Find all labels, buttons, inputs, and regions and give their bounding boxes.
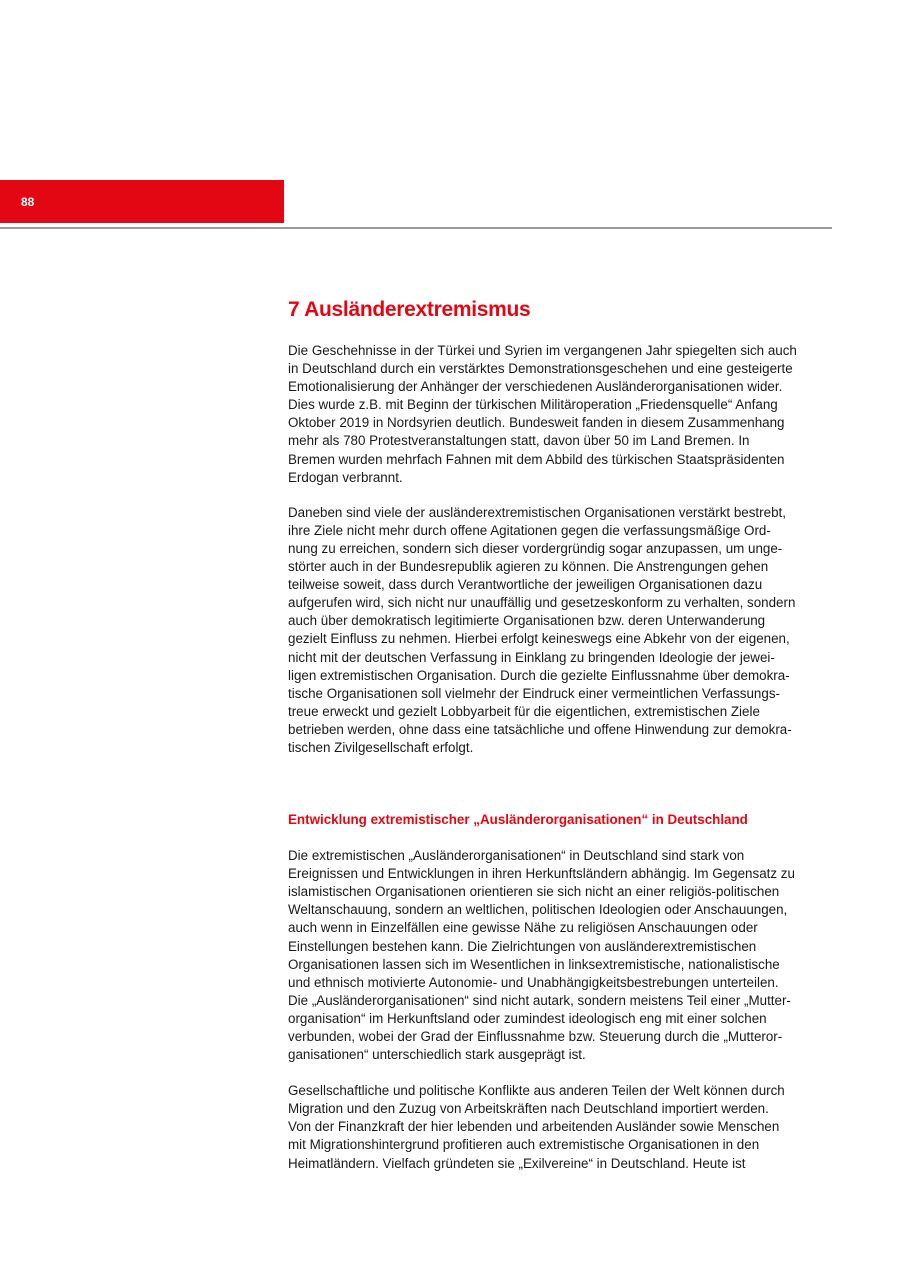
main-content bbox=[288, 296, 834, 1173]
page-number: 88 bbox=[21, 195, 35, 209]
chapter-title: 7 Ausländerextremismus bbox=[288, 298, 531, 321]
section-heading: Entwicklung extremistischer „Ausländerorganisationen“ in Deutschland bbox=[288, 812, 748, 828]
intro-paragraph-1: Die Geschehnisse in der Türkei und Syrien im vergangenen Jahr spiegelten sich auch in Deutschland durch ein verstärktes Demonstrationsgeschehen und eine gesteigerte Emotionalisierung der Anhänger der verschiedenen Ausländerorganisationen wider. Dies wurde z.B. mit Beginn der türkischen Militäroperation „Friedensquelle“ Anfang Oktober 2019 in Nordsyrien deutlich. Bundesweit fanden in diesem Zusammenhang mehr als 780 Protestveranstaltungen statt, davon über 50 im Land Bremen. In Bremen wurden mehrfach Fahnen mit dem Abbild des türkischen Staatspräsidenten Erdogan verbrannt. bbox=[288, 343, 797, 485]
section-paragraph-2: Gesellschaftliche und politische Konflikte aus anderen Teilen der Welt können durch Migration und den Zuzug von Arbeitskräften nach Deutschland importiert werden. Von der Finanzkraft der hier lebenden und arbeitenden Ausländer sowie Menschen mit Migrationshintergrund profitieren auch extremistische Organisationen in den Heimatländern. Vielfach gründeten sie „Exilvereine“ in Deutschland. Heute ist bbox=[288, 1083, 785, 1171]
header-divider bbox=[0, 227, 832, 229]
page-number-tab bbox=[0, 180, 284, 223]
intro-paragraph-2: Daneben sind viele der ausländerextremistischen Organisationen verstärkt bestrebt, ihre Ziele nicht mehr durch offene Agitationen gegen die verfassungsmäßige Ord- nung zu erreichen, sondern sich dieser vordergründig sogar anzupassen, um unge- störter auch in der Bundesrepublik agieren zu können. Die Anstrengungen gehen teilweise soweit, dass durch Verantwortliche der jeweiligen Organisationen dazu aufgerufen wird, sich nicht nur unauffällig und gesetzeskonform zu verhalten, sondern auch über demokratisch legitimierte Organisationen bzw. deren Unterwanderung gezielt Einfluss zu nehmen. Hierbei erfolgt keineswegs eine Abkehr von der eigenen, nicht mit der deutschen Verfassung in Einklang zu bringenden Ideologie der jewei- ligen extremistischen Organisation. Durch die gezielte Einflussnahme über demokra- tische Organisationen soll vielmehr der Eindruck einer vermeintlichen Verfassungs- treue erweckt und gezielt Lobbyarbeit für die eigentlichen, extremistischen Ziele betrieben werden, ohne dass eine tatsächliche und offene Hinwendung zur demokra- tischen Zivilgesellschaft erfolgt. bbox=[288, 504, 796, 755]
section-paragraph-1: Die extremistischen „Ausländerorganisationen“ in Deutschland sind stark von Ereignissen und Entwicklungen in ihren Herkunftsländern abhängig. Im Gegensatz zu islamistischen Organisationen orientieren sie sich nicht an einer religiös-politischen Weltanschauung, sondern an weltlichen, politischen Ideologien oder Anschauungen, auch wenn in Einzelfällen eine gewisse Nähe zu religiösen Anschauungen oder Einstellungen bestehen kann. Die Zielrichtungen von ausländerextremistischen Organisationen lassen sich im Wesentlichen in linksextremistische, nationalistische und ethnisch motivierte Autonomie- und Unabhängigkeitsbestrebungen unterteilen. Die „Ausländerorganisationen“ sind nicht autark, sondern meistens Teil einer „Mutter- organisation“ im Herkunftsland oder zumindest ideologisch eng mit einer solchen verbunden, wobei der Grad der Einflussnahme bzw. Steuerung durch die „Mutteror- ganisationen“ unterschiedlich stark ausgeprägt ist. bbox=[288, 848, 795, 1063]
